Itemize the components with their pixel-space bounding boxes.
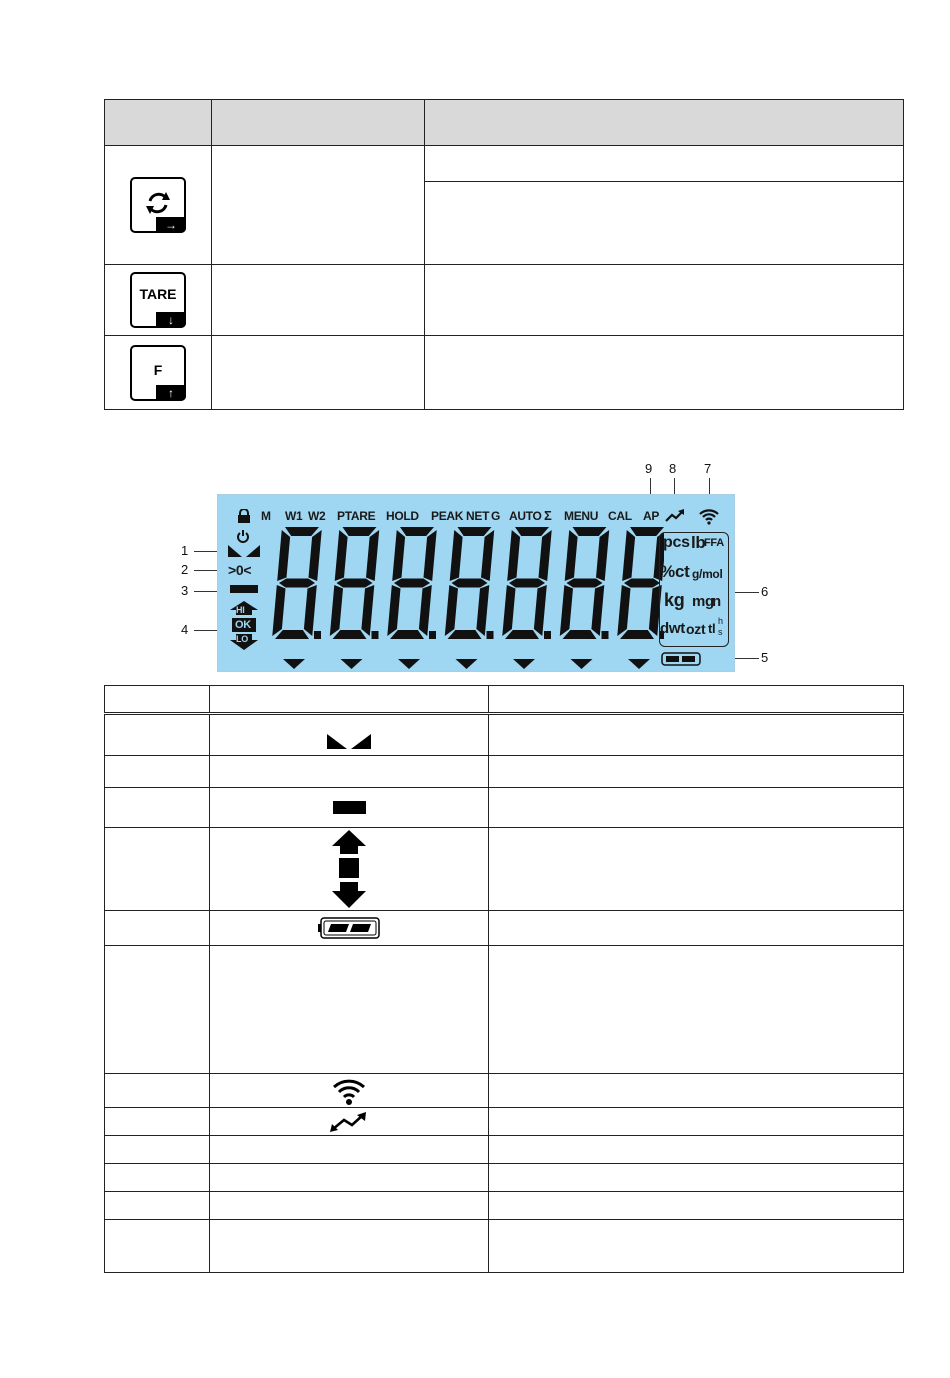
callout-4: 4 — [181, 622, 189, 637]
table-row — [105, 265, 904, 336]
number-cell — [105, 756, 210, 788]
digit-segment — [400, 527, 434, 536]
f-key-label: F — [153, 361, 163, 378]
digit-segment — [392, 530, 405, 581]
table-row — [105, 756, 904, 788]
arrow-down-icon: ↓ — [156, 312, 186, 328]
table-row — [105, 788, 904, 828]
hi-ok-lo-arrows-icon — [332, 830, 366, 908]
symbol-cell — [210, 788, 489, 828]
callout-9: 9 — [645, 461, 653, 476]
table-row — [105, 1164, 904, 1192]
trend-arrow-icon — [329, 1111, 369, 1133]
digit-pointer-triangle — [283, 659, 305, 669]
lock-icon — [236, 509, 252, 523]
symbol-cell — [210, 828, 489, 911]
table-row — [105, 714, 904, 756]
description-cell — [489, 1108, 904, 1136]
header-cell — [212, 100, 425, 146]
unit-g-mol: g/mol — [692, 567, 723, 581]
digit-segment — [538, 530, 551, 581]
hi-indicator: HI — [236, 605, 245, 615]
digit-segment — [567, 579, 603, 588]
table-row — [105, 1074, 904, 1108]
digit-segment — [285, 527, 319, 536]
digit-segment — [272, 585, 285, 636]
callout-7: 7 — [704, 461, 712, 476]
indicator-peak: PEAK — [431, 509, 464, 523]
number-cell — [105, 828, 210, 911]
key-cell — [105, 265, 212, 336]
unit-ffa: FFA — [704, 537, 724, 549]
number-cell — [105, 1164, 210, 1192]
ok-indicator: OK — [235, 619, 251, 631]
digit-segment — [560, 585, 573, 636]
symbol-cell — [210, 1220, 489, 1273]
unit-ozt: ozt — [686, 621, 706, 637]
digit-pointer-triangle — [456, 659, 478, 669]
symbol-cell — [210, 756, 489, 788]
number-cell — [105, 1220, 210, 1273]
indicator-m: M — [261, 509, 271, 523]
keys-table — [104, 99, 904, 410]
digit-segment — [423, 530, 436, 581]
decimal-point — [314, 631, 321, 639]
number-cell — [105, 1108, 210, 1136]
key-cell — [105, 336, 212, 410]
digit-segment — [620, 630, 654, 639]
indicator-menu: MENU — [564, 509, 599, 523]
digit-pointer-triangle — [513, 659, 535, 669]
description-cell — [425, 146, 904, 182]
indicator-w2: W2 — [308, 509, 326, 523]
header-cell — [489, 686, 904, 714]
unit-n: n — [712, 593, 721, 610]
symbol-cell — [210, 1192, 489, 1220]
digit-segment — [515, 527, 549, 536]
digit-pointer-triangle — [341, 659, 363, 669]
description-cell — [489, 1136, 904, 1164]
decimal-point — [372, 631, 379, 639]
table-row — [105, 828, 904, 911]
digit-segment — [361, 585, 374, 636]
indicator-ap: AP — [643, 509, 660, 523]
digit-segment — [335, 530, 348, 581]
digit-segment — [277, 530, 290, 581]
number-cell — [105, 911, 210, 946]
unit-percent: % — [660, 562, 675, 581]
digit-segment — [337, 579, 373, 588]
description-cell — [425, 265, 904, 336]
number-cell — [105, 1192, 210, 1220]
digit-pointer-triangle — [628, 659, 650, 669]
digit-segment — [507, 530, 520, 581]
callout-3: 3 — [181, 583, 189, 598]
symbol-cell — [210, 1108, 489, 1136]
decimal-point — [602, 631, 609, 639]
arrow-up-icon: ↑ — [156, 385, 186, 401]
unit-ct: ct — [675, 562, 690, 581]
unit-tl: tl — [708, 621, 716, 636]
indicator-auto: AUTO — [509, 509, 542, 523]
digit-segment — [476, 585, 489, 636]
indicator-hold: HOLD — [386, 509, 419, 523]
tare-key — [130, 272, 186, 328]
function-cell — [212, 146, 425, 265]
description-cell — [489, 911, 904, 946]
digit-segment — [450, 530, 463, 581]
unit-pcs: pcs — [663, 534, 690, 551]
header-cell — [105, 100, 212, 146]
digit-segment — [448, 630, 482, 639]
digit-segment — [308, 530, 321, 581]
description-cell — [489, 1164, 904, 1192]
battery-icon — [318, 917, 380, 939]
digit-segment — [505, 630, 539, 639]
digit-segment — [617, 585, 630, 636]
lo-indicator: LO — [236, 634, 248, 644]
description-cell — [489, 756, 904, 788]
digit-segment — [394, 579, 430, 588]
digit-segment — [573, 527, 607, 536]
digit-segment — [279, 579, 315, 588]
digit-pointer-triangle — [571, 659, 593, 669]
indicator-cal: CAL — [608, 509, 632, 523]
zero-indicator: >0< — [228, 562, 252, 578]
description-cell — [489, 1192, 904, 1220]
digit-segment — [390, 630, 424, 639]
header-cell — [425, 100, 904, 146]
function-cell — [212, 265, 425, 336]
decimal-point — [487, 631, 494, 639]
description-cell — [425, 336, 904, 410]
digit-segment — [534, 585, 547, 636]
digit-segment — [330, 585, 343, 636]
description-cell — [489, 828, 904, 911]
decimal-point — [429, 631, 436, 639]
lcd-display — [217, 494, 735, 672]
f-key — [130, 345, 186, 401]
digit-segment — [419, 585, 432, 636]
table-row — [105, 1136, 904, 1164]
description-cell — [489, 1074, 904, 1108]
symbol-cell — [210, 946, 489, 1074]
trend-arrow-icon — [664, 509, 686, 523]
power-icon — [236, 529, 250, 543]
callout-line — [733, 592, 759, 593]
symbols-table-header — [105, 686, 904, 714]
table-row — [105, 1220, 904, 1273]
minus-sign-icon — [333, 801, 366, 814]
description-cell — [489, 1220, 904, 1273]
callout-2: 2 — [181, 562, 189, 577]
arrow-right-icon: → — [156, 217, 186, 233]
wifi-icon — [698, 507, 720, 525]
table-row — [105, 1108, 904, 1136]
indicator-sigma: Σ — [544, 508, 552, 523]
number-cell — [105, 788, 210, 828]
digit-segment — [452, 579, 488, 588]
minus-sign-icon — [230, 585, 258, 593]
seven-segment-digits — [264, 523, 664, 671]
wifi-icon — [331, 1076, 367, 1106]
tare-key-label: TARE — [139, 286, 177, 302]
cycle-key — [130, 177, 186, 233]
digit-segment — [481, 530, 494, 581]
table-row — [105, 146, 904, 182]
digit-segment — [624, 579, 660, 588]
digit-segment — [563, 630, 597, 639]
number-cell — [105, 714, 210, 756]
callout-8: 8 — [669, 461, 677, 476]
digit-segment — [509, 579, 545, 588]
symbols-table — [104, 685, 904, 1273]
table-row — [105, 336, 904, 410]
number-cell — [105, 946, 210, 1074]
decimal-point — [544, 631, 551, 639]
symbol-cell — [210, 1074, 489, 1108]
symbol-cell — [210, 714, 489, 756]
description-cell — [489, 946, 904, 1074]
key-cell — [105, 146, 212, 265]
table-row — [105, 946, 904, 1074]
function-cell — [212, 336, 425, 410]
digit-segment — [275, 630, 309, 639]
digit-segment — [387, 585, 400, 636]
description-cell — [489, 788, 904, 828]
number-cell — [105, 1074, 210, 1108]
battery-icon — [661, 652, 703, 666]
symbol-cell — [210, 911, 489, 946]
digit-segment — [304, 585, 317, 636]
digit-segment — [591, 585, 604, 636]
callout-line — [733, 658, 759, 659]
table-row — [105, 1192, 904, 1220]
digit-segment — [502, 585, 515, 636]
header-cell — [210, 686, 489, 714]
unit-s: s — [718, 627, 723, 637]
stability-icon — [327, 734, 371, 749]
callout-6: 6 — [761, 584, 769, 599]
number-cell — [105, 1136, 210, 1164]
unit-lb: lb — [691, 533, 706, 552]
unit-kg: kg — [664, 590, 685, 610]
symbol-cell — [210, 1136, 489, 1164]
unit-h: h — [718, 616, 723, 626]
description-cell — [425, 182, 904, 265]
digit-segment — [622, 530, 635, 581]
indicator-ptare: PTARE — [337, 509, 376, 523]
digit-segment — [366, 530, 379, 581]
indicator-net: NET — [466, 509, 490, 523]
digit-pointer-triangle — [398, 659, 420, 669]
table-row — [105, 911, 904, 946]
digit-segment — [445, 585, 458, 636]
unit-mg: mg — [692, 593, 714, 610]
description-cell — [489, 714, 904, 756]
header-cell — [105, 686, 210, 714]
indicator-w1: W1 — [285, 509, 303, 523]
callout-1: 1 — [181, 543, 189, 558]
unit-dwt: dwt — [660, 620, 685, 637]
callout-5: 5 — [761, 650, 769, 665]
stability-icon — [228, 545, 260, 557]
digit-segment — [458, 527, 492, 536]
digit-segment — [565, 530, 578, 581]
digit-segment — [343, 527, 377, 536]
keys-table-header — [105, 100, 904, 146]
digit-segment — [333, 630, 367, 639]
symbol-cell — [210, 1164, 489, 1192]
indicator-g: G — [491, 509, 501, 523]
digit-segment — [596, 530, 609, 581]
